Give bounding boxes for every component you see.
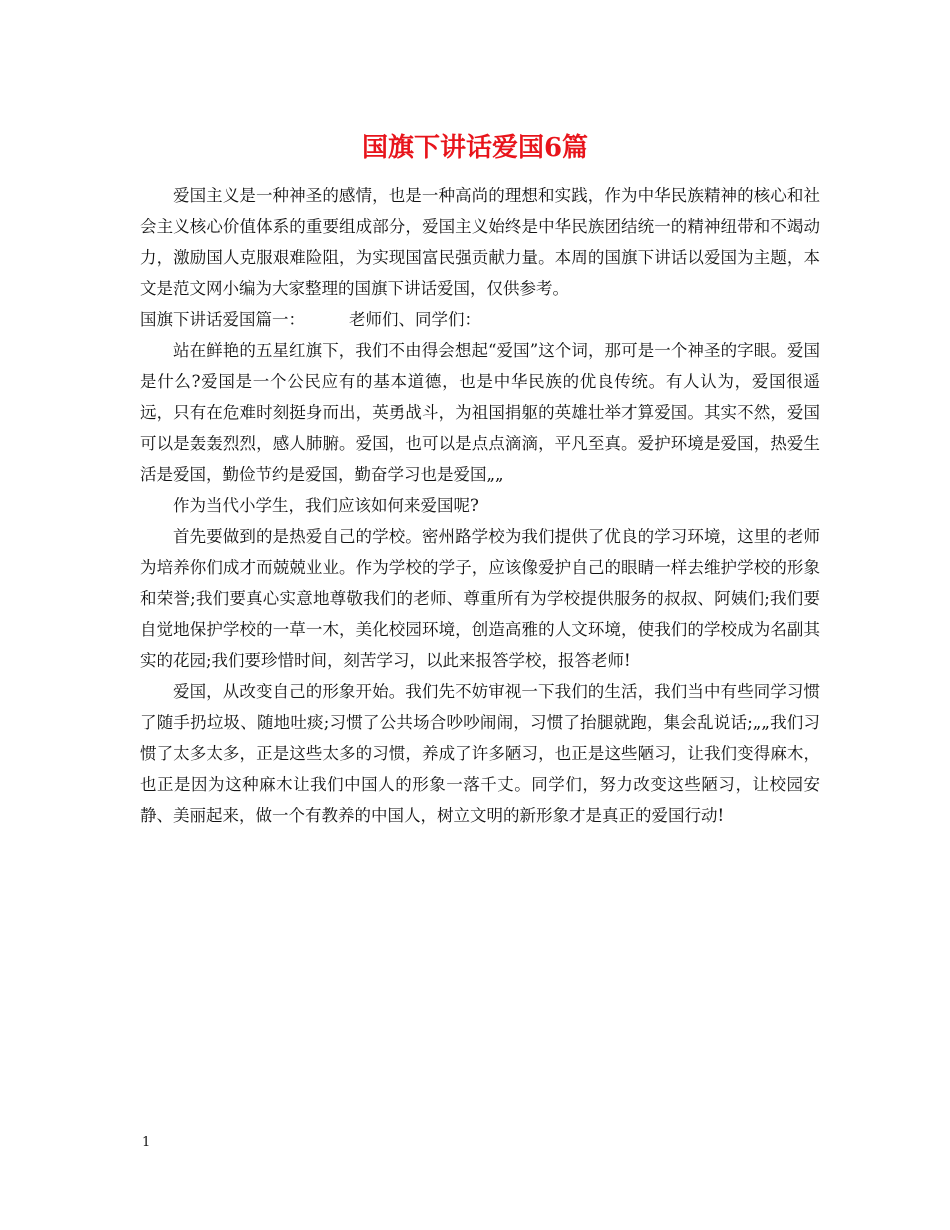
salutation: 老师们、同学们： [349, 310, 481, 329]
section-heading: 国旗下讲话爱国篇一： [140, 310, 305, 329]
body-paragraph-4: 爱国，从改变自己的形象开始。我们先不妨审视一下我们的生活，我们当中有些同学习惯了随手扔垃圾、随地吐痰;习惯了公共场合吵吵闹闹，习惯了抬腿就跑，集会乱说话;„„我们习惯了太多太多，正是这些太多的习惯，养成了许多陋习，也正是这些陋习，让我们变得麻木，也正是因为这种麻木让我们中国人的形象一落千丈。同学们，努力改变这些陋习，让校园安静、美丽起来，做一个有教养的中国人，树立文明的新形象才是真正的爱国行动! [140, 682, 820, 825]
document-title: 国旗下讲话爱国6篇 [361, 133, 589, 163]
body-paragraph-3: 首先要做到的是热爱自己的学校。密州路学校为我们提供了优良的学习环境，这里的老师为培养你们成才而兢兢业业。作为学校的学子，应该像爱护自己的眼睛一样去维护学校的形象和荣誉;我们要真心实意地尊敬我们的老师、尊重所有为学校提供服务的叔叔、阿姨们;我们要自觉地保护学校的一草一木，美化校园环境，创造高雅的人文环境，使我们的学校成为名副其实的花园;我们要珍惜时间，刻苦学习，以此来报答学校，报答老师! [140, 527, 820, 670]
intro-paragraph: 爱国主义是一种神圣的感情，也是一种高尚的理想和实践，作为中华民族精神的核心和社会主义核心价值体系的重要组成部分，爱国主义始终是中华民族团结统一的精神纽带和不竭动力，激励国人克服艰难险阻，为实现国富民强贡献力量。本周的国旗下讲话以爱国为主题，本文是范文网小编为大家整理的国旗下讲话爱国，仅供参考。 [140, 186, 820, 298]
body-paragraph-1: 站在鲜艳的五星红旗下，我们不由得会想起“爱国”这个词，那可是一个神圣的字眼。爱国是什么?爱国是一个公民应有的基本道德，也是中华民族的优良传统。有人认为，爱国很遥远，只有在危难时刻挺身而出，英勇战斗，为祖国捐躯的英雄壮举才算爱国。其实不然，爱国可以是轰轰烈烈，感人肺腑。爱国，也可以是点点滴滴，平凡至真。爱护环境是爱国，热爱生活是爱国，勤俭节约是爱国，勤奋学习也是爱国„„ [140, 341, 820, 484]
page-number: 1 [142, 1135, 151, 1150]
document-body [140, 180, 820, 831]
section-heading-line [140, 304, 820, 335]
body-paragraph-2: 作为当代小学生，我们应该如何来爱国呢? [173, 496, 479, 515]
